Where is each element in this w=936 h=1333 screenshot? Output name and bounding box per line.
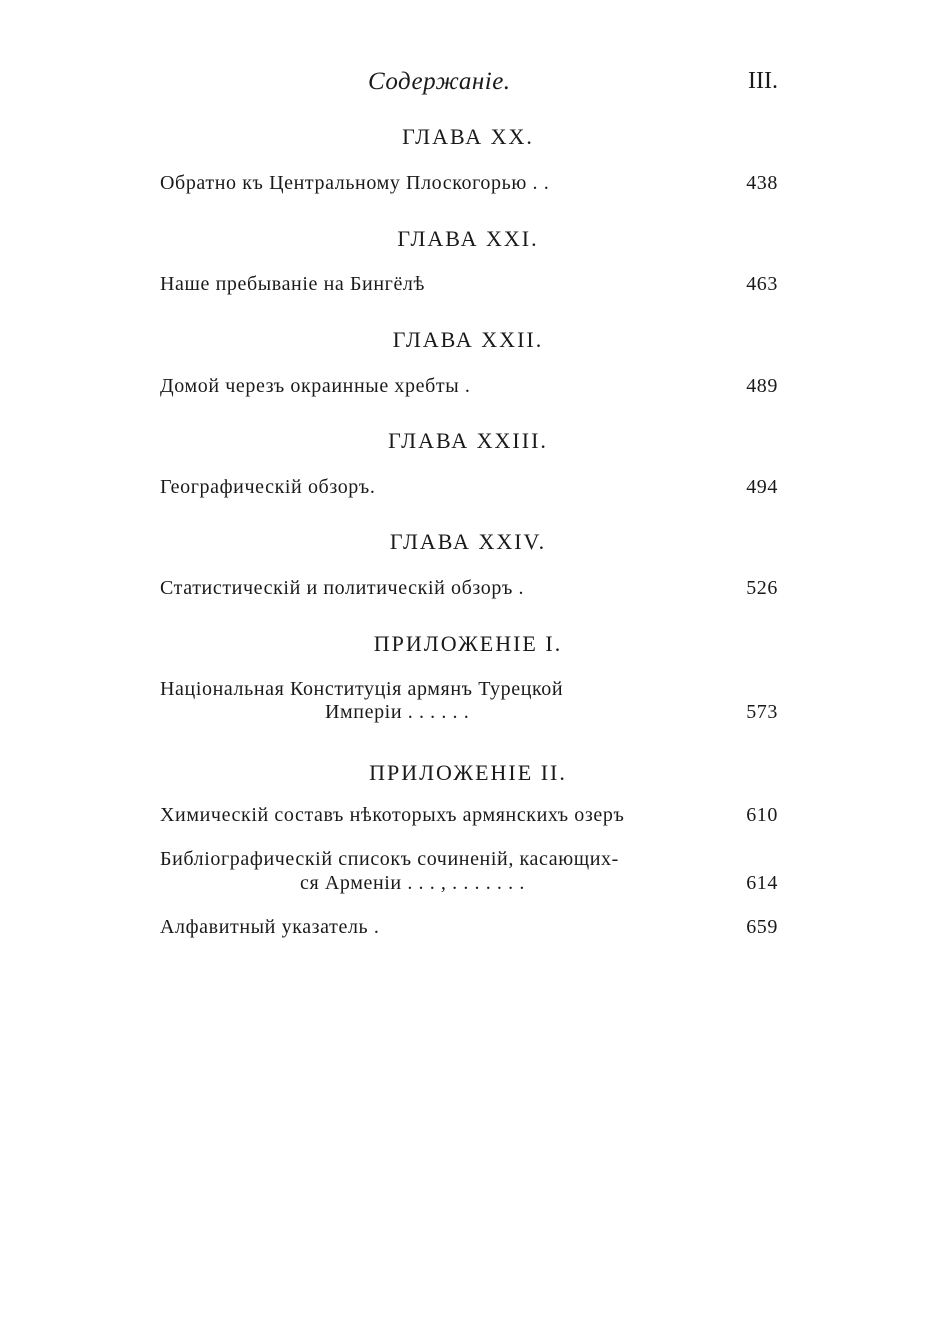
toc-entry-page: 494 — [746, 476, 778, 498]
chapter-heading: ГЛАВА XXI. — [397, 226, 539, 251]
toc-entry-page: 526 — [746, 577, 778, 599]
toc-entry-title: Статистическій и политическій обзоръ . — [160, 577, 525, 599]
toc-entry-title: Наше пребываніе на Бингёлѣ — [160, 273, 425, 295]
page-header — [0, 68, 936, 108]
chapter-heading: ГЛАВА XX. — [402, 124, 534, 149]
toc-entry-title: Національная Конституція армянъ Турецкой — [160, 678, 564, 700]
toc-entry — [160, 678, 778, 728]
toc-entry — [160, 848, 778, 898]
toc-entry — [160, 916, 778, 942]
appendix-heading: ПРИЛОЖЕНІЕ II. — [369, 760, 567, 785]
toc-entry-page: 614 — [746, 872, 778, 894]
toc-entry-continuation: Имперіи . . . . . . — [325, 701, 470, 723]
toc-entry-title: Химическій составъ нѣкоторыхъ армянскихъ озеръ — [160, 804, 625, 826]
toc-entry — [160, 577, 778, 603]
toc-entry-continuation: ся Арменіи . . . , . . . . . . . — [300, 872, 525, 894]
toc-entry-page: 463 — [746, 273, 778, 295]
chapter-heading: ГЛАВА XXIII. — [388, 428, 548, 453]
toc-entry-page: 573 — [746, 701, 778, 723]
page-title: Содержаніе. — [368, 68, 511, 95]
toc-entry-title: Географическій обзоръ. — [160, 476, 376, 498]
toc-entry-page: 438 — [746, 172, 778, 194]
appendix-heading: ПРИЛОЖЕНІЕ I. — [373, 631, 563, 656]
toc-entry-title: Домой черезъ окраинные хребты . — [160, 375, 471, 397]
toc-entry-title: Обратно къ Центральному Плоскогорью . . — [160, 172, 550, 194]
toc-entry-title: Алфавитный указатель . — [160, 916, 380, 938]
chapter-heading: ГЛАВА XXII. — [392, 327, 544, 352]
toc-entry — [160, 172, 778, 198]
toc-entry-page: 659 — [746, 916, 778, 938]
toc-entry-title: Библіографическій списокъ сочиненій, касающих- — [160, 848, 619, 870]
toc-entry — [160, 375, 778, 401]
toc-entry — [160, 804, 778, 830]
toc-entry-page: 489 — [746, 375, 778, 397]
toc-entry-page: 610 — [746, 804, 778, 826]
toc-entry — [160, 476, 778, 502]
page-number-roman: III. — [748, 68, 778, 94]
toc-entry — [160, 273, 778, 299]
chapter-heading: ГЛАВА XXIV. — [389, 529, 547, 554]
